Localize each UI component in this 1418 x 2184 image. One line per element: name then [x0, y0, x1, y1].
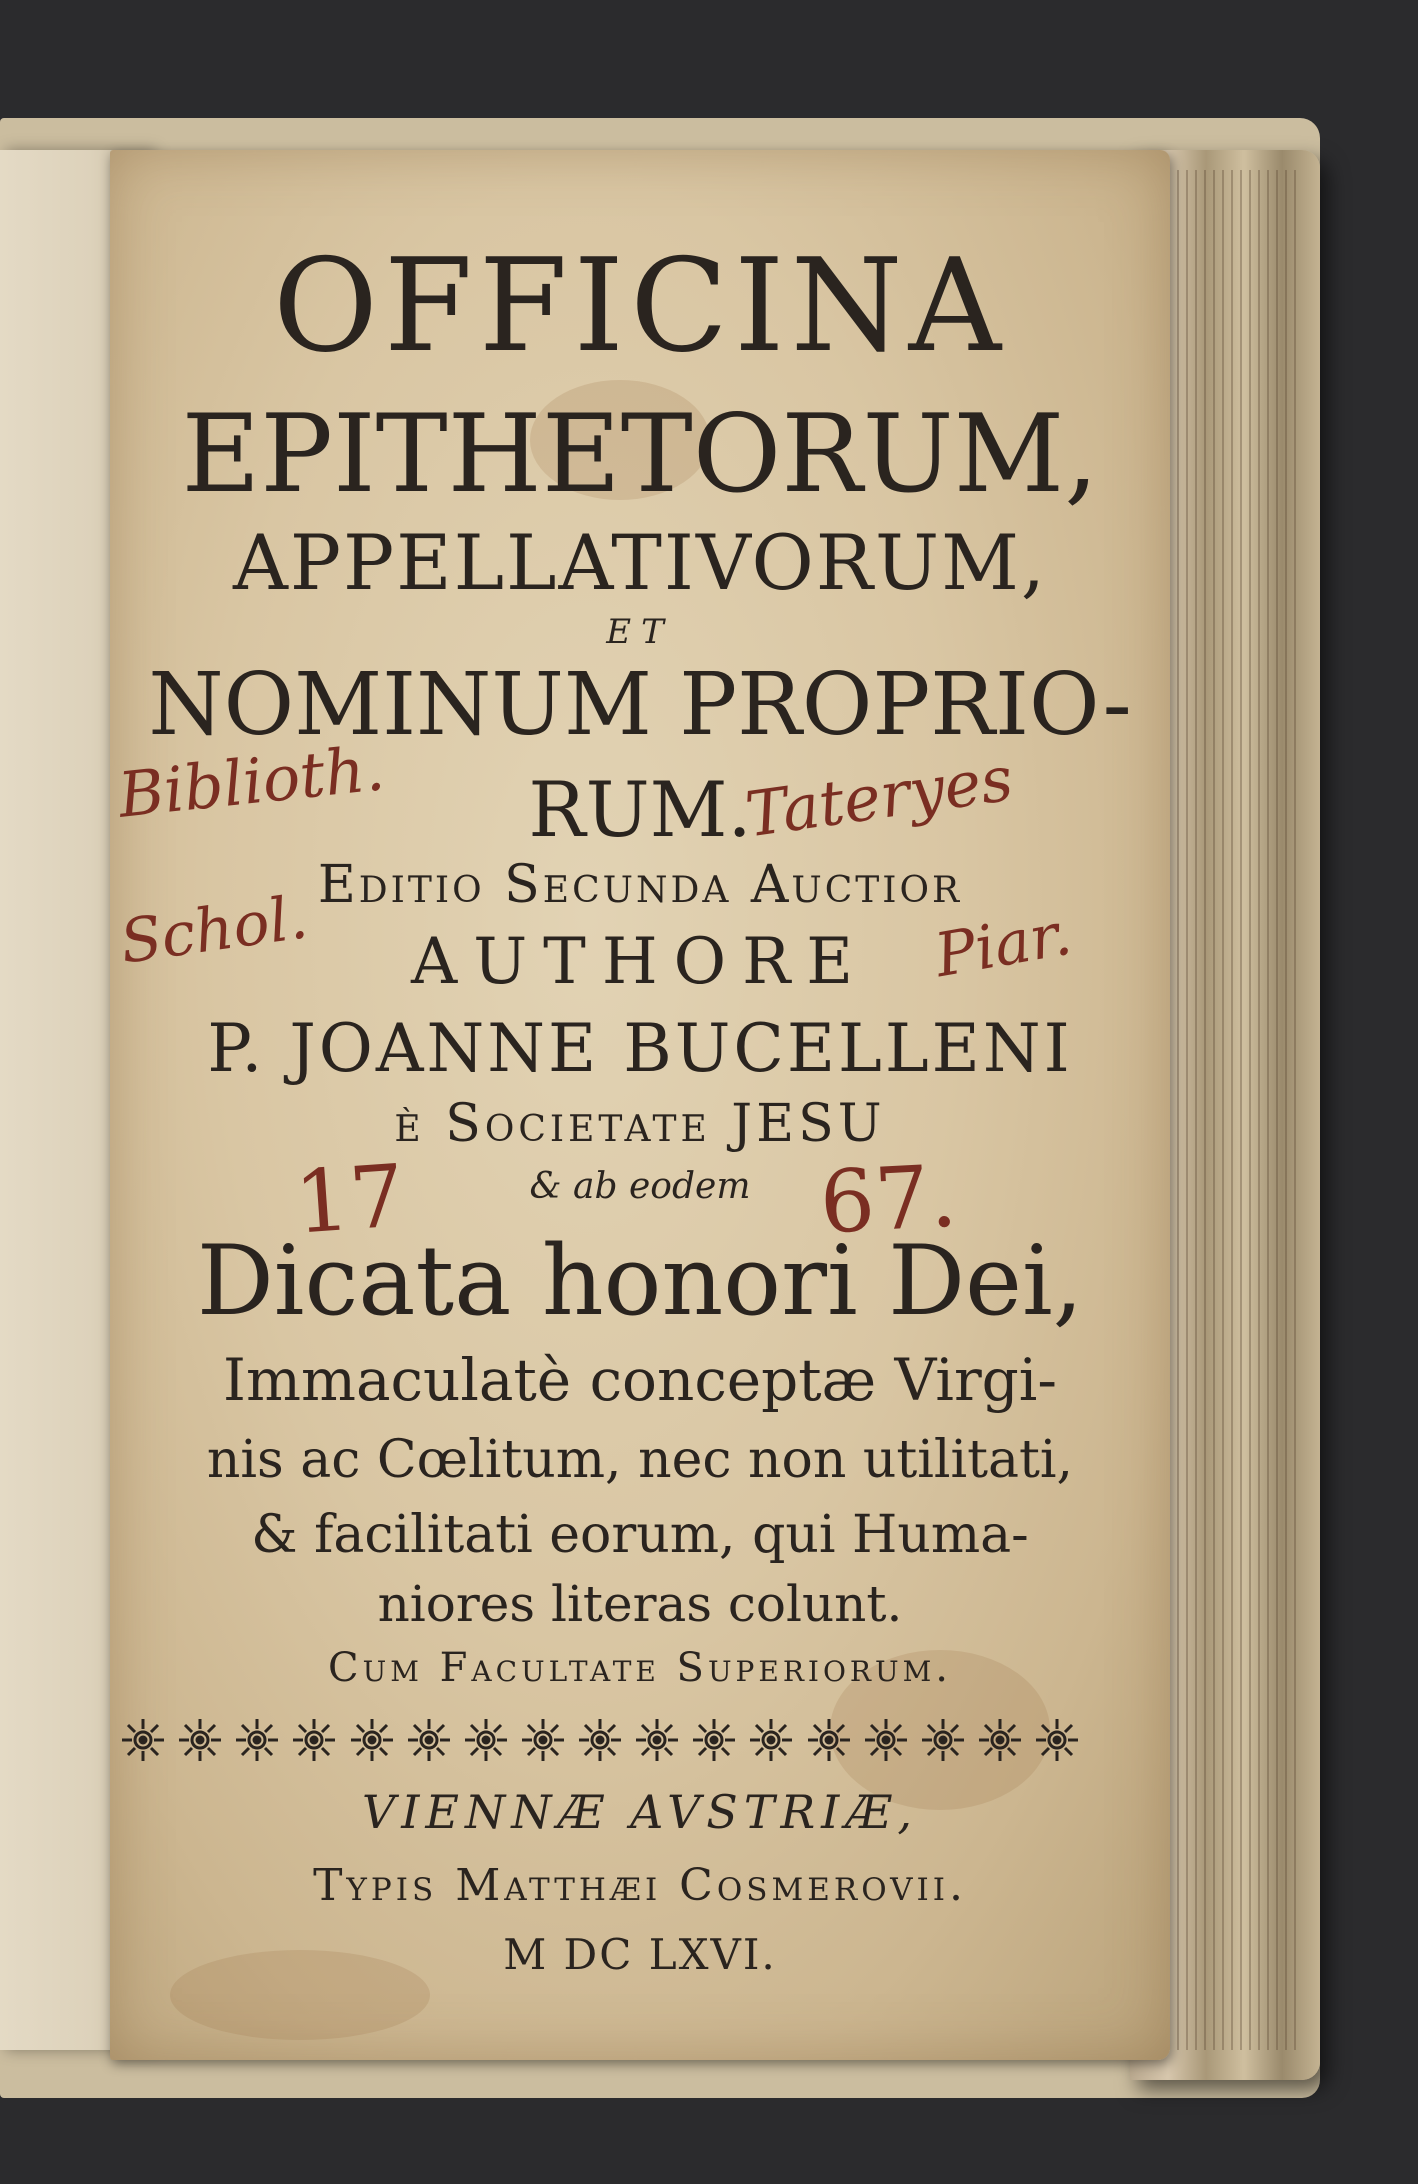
permission-line: Cum Facultate Superiorum. [328, 1645, 952, 1691]
imprint-place: VIENNÆ AVSTRIÆ, [362, 1785, 918, 1839]
ornament-flower-icon [1034, 1717, 1080, 1763]
handwritten-library-mark: Biblioth. [114, 731, 388, 832]
title-line-epithetorum: EPITHETORUM, [181, 392, 1099, 517]
title-line-et: ET [606, 612, 674, 652]
ornament-flower-icon [748, 1717, 794, 1763]
ab-eodem-line: & ab eodem [529, 1166, 751, 1207]
ornament-flower-icon [291, 1717, 337, 1763]
ornament-flower-icon [806, 1717, 852, 1763]
page-edge-lines [1150, 170, 1300, 2050]
dedication-line-2: Immaculatè conceptæ Virgi- [223, 1346, 1057, 1414]
author-name: P. JOANNE BUCELLENI [207, 1010, 1073, 1087]
handwritten-piar-mark: Piar. [929, 898, 1077, 992]
dedication-line-5: niores literas colunt. [377, 1575, 903, 1633]
handwritten-library-mark-2: Tateryes [741, 741, 1018, 852]
dedication-line-3: nis ac Cœlitum, nec non utilitati, [206, 1430, 1074, 1490]
society-line: è Societate JESU [394, 1094, 886, 1154]
ornament-flower-icon [520, 1717, 566, 1763]
ornament-flower-icon [863, 1717, 909, 1763]
title-line-officina: OFFICINA [272, 232, 1008, 381]
imprint-printer: Typis Matthæi Cosmerovii. [313, 1860, 967, 1911]
printers-ornament-band [120, 1715, 1080, 1765]
handwritten-year-right: 67. [817, 1146, 960, 1254]
ornament-flower-icon [234, 1717, 280, 1763]
dedication-line-4: & facilitati eorum, qui Huma- [251, 1505, 1029, 1565]
author-label: AUTHORE [410, 925, 870, 999]
handwritten-year-left: 17 [291, 1146, 408, 1254]
ornament-flower-icon [691, 1717, 737, 1763]
ornament-flower-icon [349, 1717, 395, 1763]
title-line-nominum: NOMINUM PROPRIO- [148, 655, 1132, 755]
title-line-rum: RUM. [528, 765, 752, 854]
dedication-line: Dicata honori Dei, [196, 1225, 1084, 1337]
handwritten-schol-mark: Schol. [116, 882, 312, 978]
imprint-year: M DC LXVI. [503, 1930, 777, 1979]
ornament-flower-icon [177, 1717, 223, 1763]
ornament-flower-icon [920, 1717, 966, 1763]
ornament-flower-icon [634, 1717, 680, 1763]
ornament-flower-icon [977, 1717, 1023, 1763]
ornament-flower-icon [463, 1717, 509, 1763]
ornament-flower-icon [406, 1717, 452, 1763]
edition-line: Editio Secunda Auctior [317, 855, 963, 915]
ornament-flower-icon [577, 1717, 623, 1763]
ornament-flower-icon [120, 1717, 166, 1763]
title-line-appellativorum: APPELLATIVORUM, [232, 518, 1048, 607]
